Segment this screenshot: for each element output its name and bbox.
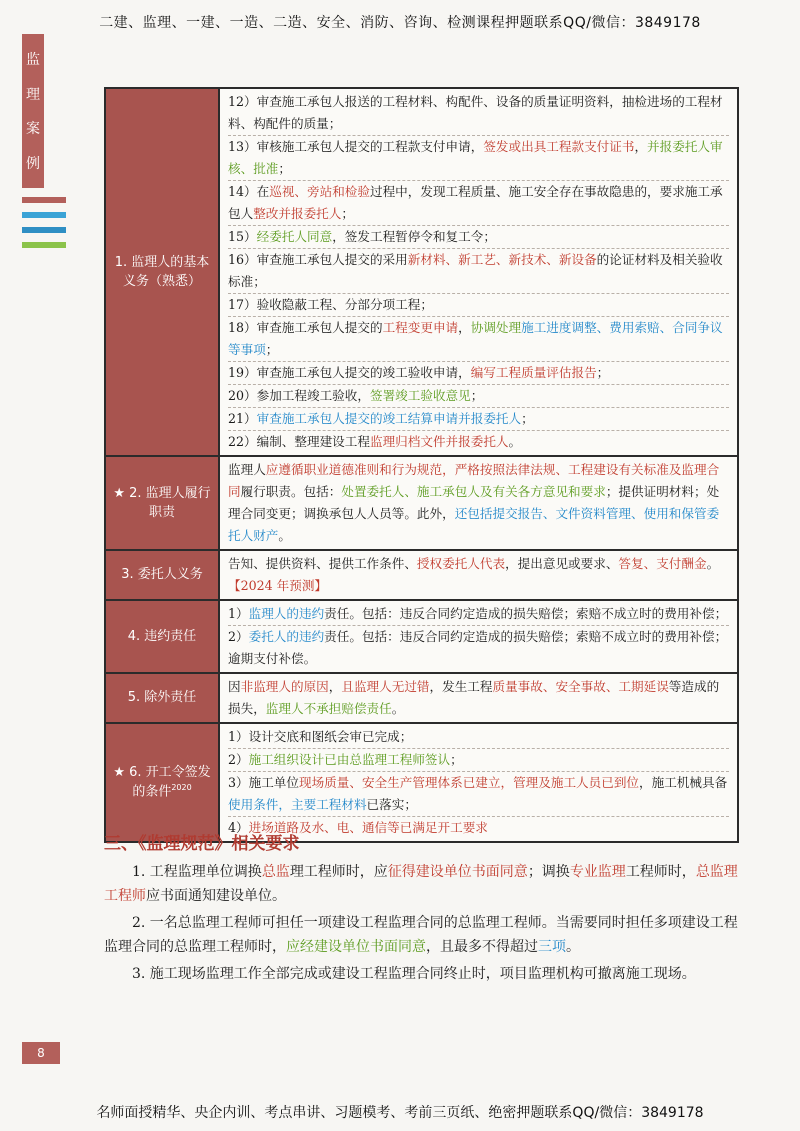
- text-segment: 处置委托人、施工承包人及有关各方意见和要求: [341, 484, 606, 499]
- text-segment: 1. 工程监理单位调换: [132, 864, 262, 880]
- content-line: [228, 91, 729, 136]
- content-line: [228, 249, 729, 294]
- side-chapter-tab: [22, 34, 44, 188]
- side-tab-char: 例: [26, 155, 40, 172]
- section-paragraph: [104, 911, 739, 959]
- text-segment: 16）审查施工承包人提交的采用: [228, 252, 408, 267]
- text-segment: 应经建设单位书面同意: [286, 939, 426, 955]
- text-segment: 。: [566, 939, 580, 955]
- text-segment: 19）审查施工承包人提交的竣工验收申请，: [228, 365, 471, 380]
- table-row: [105, 550, 738, 600]
- text-segment: 因: [228, 679, 241, 694]
- content-line: [228, 553, 729, 597]
- text-segment: 12）审查施工承包人报送的工程材料、构配件、设备的质量证明资料，抽检进场的工程材料、构配件的质量；: [228, 94, 723, 131]
- text-segment: 理工程师时，应: [289, 864, 388, 880]
- text-segment: ，提出意见或要求、: [505, 556, 619, 571]
- row-content: [219, 88, 738, 456]
- text-segment: 监理归档文件并报委托人: [369, 434, 509, 449]
- text-segment: ；: [470, 388, 484, 403]
- text-segment: 且监理人无过错: [341, 679, 430, 694]
- content-line: [228, 317, 729, 362]
- year-tag: 2020: [171, 783, 192, 793]
- text-segment: 答复、支付酬金: [618, 556, 707, 571]
- content-line: [228, 136, 729, 181]
- text-segment: 22）编制、整理建设工程: [228, 434, 370, 449]
- text-segment: 15）: [228, 229, 257, 244]
- text-segment: 授权委托人代表: [416, 556, 506, 571]
- text-segment: 3）施工单位: [228, 775, 299, 790]
- text-segment: 21）: [228, 411, 257, 426]
- text-segment: ，: [634, 139, 648, 154]
- text-segment: ，签发工程暂停令和复工令；: [332, 229, 496, 244]
- content-line: [228, 226, 729, 249]
- content-line: [228, 749, 729, 772]
- row-content: [219, 673, 738, 723]
- text-segment: 协调处理: [470, 320, 522, 335]
- text-segment: 【2024 年预测】: [228, 578, 328, 593]
- text-segment: 审查施工承包人提交的竣工结算申请并报委托人: [256, 411, 522, 426]
- content-line: [228, 385, 729, 408]
- text-segment: 。: [391, 701, 405, 716]
- row-label: ★ 2. 监理人履行职责: [105, 456, 219, 550]
- table-row: [105, 673, 738, 723]
- text-segment: 施工组织设计已由总监理工程师签认: [248, 752, 451, 767]
- row-content: [219, 600, 738, 673]
- content-line: [228, 772, 729, 817]
- text-segment: 2）: [228, 629, 249, 644]
- text-segment: 并报委托人审核、批准: [228, 139, 723, 176]
- content-line: [228, 431, 729, 453]
- row-label: [105, 723, 219, 842]
- text-segment: 征得建设单位书面同意: [387, 864, 528, 880]
- text-segment: 工程变更申请: [382, 320, 459, 335]
- text-segment: 巡视、旁站和检验: [269, 184, 370, 199]
- page-footer: 名师面授精华、央企内训、考点串讲、习题模考、考前三页纸、绝密押题联系QQ/微信：3849178: [96, 1105, 704, 1121]
- text-segment: 1）设计交底和图纸会审已完成；: [228, 729, 413, 744]
- text-segment: 履行职责。包括：: [240, 484, 342, 499]
- table-row: [105, 723, 738, 842]
- text-segment: 3. 施工现场监理工作全部完成或建设工程监理合同终止时，项目监理机构可撤离施工现场。: [132, 966, 696, 982]
- table-row: [105, 456, 738, 550]
- text-segment: ；调换: [527, 864, 570, 880]
- side-stripe-red: [22, 197, 66, 203]
- text-segment: 整改并报委托人: [253, 206, 342, 221]
- row-label: 3. 委托人义务: [105, 550, 219, 600]
- text-segment: 总监: [261, 864, 290, 880]
- row-content: [219, 456, 738, 550]
- side-stripe-green: [22, 242, 66, 248]
- text-segment: 。: [278, 528, 291, 543]
- text-segment: 编写工程质量评估报告: [470, 365, 597, 380]
- text-segment: 1）: [228, 606, 249, 621]
- text-segment: 14）在: [228, 184, 270, 199]
- side-tab-char: 案: [26, 121, 40, 138]
- side-stripe-blue: [22, 212, 66, 218]
- text-segment: ，施工机械具备: [639, 775, 728, 790]
- content-line: [228, 294, 729, 317]
- text-segment: 20）参加工程竣工验收，: [228, 388, 370, 403]
- text-segment: 委托人的违约: [248, 629, 325, 644]
- content-line: [228, 726, 729, 749]
- text-segment: 经委托人同意: [256, 229, 333, 244]
- text-segment: 责任。包括：违反合同约定造成的损失赔偿；索赔不成立时的费用补偿；: [324, 606, 728, 621]
- text-segment: ；: [521, 411, 534, 426]
- content-line: [228, 362, 729, 385]
- text-segment: 质量事故、安全事故、工期延误: [492, 679, 669, 694]
- text-segment: 已落实；: [366, 797, 417, 812]
- text-segment: 监理人的违约: [248, 606, 325, 621]
- content-line: [228, 459, 729, 547]
- text-segment: 等造成的损失，: [228, 679, 720, 716]
- row-label: 4. 违约责任: [105, 600, 219, 673]
- text-segment: 签署竣工验收意见: [369, 388, 471, 403]
- text-segment: ，: [458, 320, 471, 335]
- text-segment: 监理人: [228, 462, 266, 477]
- text-segment: ，: [328, 679, 342, 694]
- page-header: 二建、监理、一建、一造、二造、安全、消防、咨询、检测课程押题联系QQ/微信：3849178: [99, 15, 701, 31]
- side-tab-char: 理: [26, 86, 40, 103]
- row-label: 1. 监理人的基本义务（熟悉）: [105, 88, 219, 456]
- text-segment: 进场道路及水、电、通信等已满足开工要求: [248, 820, 488, 835]
- content-line: [228, 408, 729, 431]
- text-segment: 总监理工程师: [104, 864, 738, 904]
- content-line: [228, 817, 729, 839]
- text-segment: 新材料、新工艺、新技术、新设备: [407, 252, 597, 267]
- text-segment: 签发或出具工程款支付证书: [483, 139, 635, 154]
- text-segment: 还包括提交报告、文件资料管理、使用和保管委托人财产: [228, 506, 720, 543]
- duty-table: [104, 87, 739, 843]
- text-segment: 使用条件，主要工程材料: [228, 797, 367, 812]
- content-line: [228, 603, 729, 626]
- text-segment: ；: [596, 365, 610, 380]
- text-segment: ；: [450, 752, 463, 767]
- text-segment: ，发生工程: [429, 679, 493, 694]
- text-segment: ；: [341, 206, 354, 221]
- row-label-text: ★ 6. 开工令签发的条件: [113, 764, 211, 800]
- text-segment: 。: [706, 556, 720, 571]
- text-segment: 应遵循职业道德准则和行为规范，严格按照法律法规、工程建设有关标准及监理合同: [228, 462, 720, 499]
- text-segment: 的论证材料及相关验收标准；: [228, 252, 723, 289]
- text-segment: 过程中，发现工程质量、施工安全存在事故隐患的，要求施工承包人: [228, 184, 723, 221]
- text-segment: 现场质量、安全生产管理体系已建立，管理及施工人员已到位: [298, 775, 640, 790]
- row-content: [219, 723, 738, 842]
- text-segment: 责任。包括：违反合同约定造成的损失赔偿；索赔不成立时的费用补偿；逾期支付补偿。: [228, 629, 728, 666]
- text-segment: 非监理人的原因: [240, 679, 329, 694]
- text-segment: 工程师时，: [625, 864, 696, 880]
- text-segment: 。: [508, 434, 522, 449]
- section-paragraph: [104, 860, 739, 908]
- content-line: [228, 181, 729, 226]
- row-label: 5. 除外责任: [105, 673, 219, 723]
- text-segment: 监理人不承担赔偿责任: [265, 701, 392, 716]
- text-segment: ；: [265, 342, 279, 357]
- table-row: [105, 600, 738, 673]
- text-segment: 施工进度调整、费用索赔、合同争议等事项: [228, 320, 723, 357]
- content-line: [228, 626, 729, 670]
- text-segment: 13）审核施工承包人提交的工程款支付申请，: [228, 139, 484, 154]
- text-segment: 2. 一名总监理工程师可担任一项建设工程监理合同的总监理工程师。当需要同时担任多项建设工程监理合同的总监理工程师时，: [104, 915, 738, 955]
- row-content: [219, 550, 738, 600]
- table-row: [105, 88, 738, 456]
- side-stripe-blue: [22, 227, 66, 233]
- text-segment: 2）: [228, 752, 249, 767]
- page-number: 8: [22, 1042, 60, 1064]
- text-segment: 18）审查施工承包人提交的: [228, 320, 383, 335]
- text-segment: ，且最多不得超过: [426, 939, 538, 955]
- text-segment: 应书面通知建设单位。: [146, 888, 286, 904]
- text-segment: 告知、提供资料、提供工作条件、: [228, 556, 417, 571]
- text-segment: ；: [278, 161, 291, 176]
- section-paragraph: [104, 962, 739, 986]
- text-segment: 17）验收隐蔽工程、分部分项工程；: [228, 297, 433, 312]
- section-title: 三、《监理规范》相关要求: [104, 834, 300, 854]
- text-segment: ；提供证明材料；处理合同变更；调换承包人人员等。此外，: [228, 484, 720, 521]
- content-line: [228, 676, 729, 720]
- side-tab-char: 监: [26, 52, 40, 69]
- text-segment: 三项: [538, 939, 566, 955]
- text-segment: 4）: [228, 820, 249, 835]
- text-segment: 专业监理: [569, 864, 626, 880]
